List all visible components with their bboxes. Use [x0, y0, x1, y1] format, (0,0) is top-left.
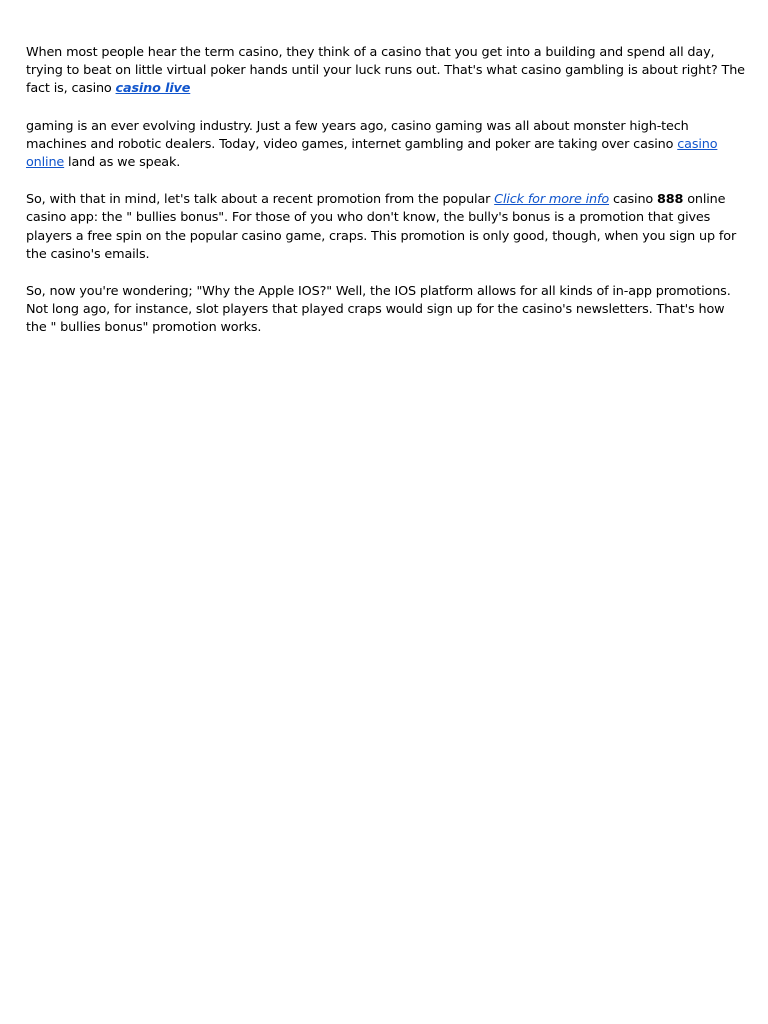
casino-live-link[interactable]: casino live [115, 81, 191, 97]
paragraph-3 [26, 191, 746, 264]
paragraph-2 [26, 118, 746, 173]
click-for-more-info-link[interactable]: Click for more info [494, 192, 610, 208]
paragraph-3-text-end: online casino app: the " bullies bonus". For those of you who don't know, the bully's bonus is a promotion that gives players a free spin on the popular casino game, craps. This promotion is only good, though, when you sign up for the casino's emails. [26, 192, 737, 262]
paragraph-3-text: So, with that in mind, let's talk about a recent promotion from the popular [26, 192, 495, 208]
paragraph-3-bold-888: 888 [657, 192, 684, 208]
document-page [26, 44, 746, 357]
paragraph-1 [26, 44, 746, 99]
paragraph-4 [26, 283, 746, 338]
paragraph-3-text-mid: casino [609, 192, 658, 208]
paragraph-1-text: When most people hear the term casino, they think of a casino that you get into a building and spend all day, trying to beat on little virtual poker hands until your luck runs out. That's what casino gambling is about right? The fact is, casino [26, 45, 745, 97]
paragraph-4-text: So, now you're wondering; "Why the Apple IOS?" Well, the IOS platform allows for all kinds of in-app promotions. Not long ago, for instance, slot players that played craps would sign up for the casino's newsletters. That's how the " bullies bonus" promotion works. [26, 284, 731, 336]
paragraph-2-text: gaming is an ever evolving industry. Just a few years ago, casino gaming was all about monster high-tech machines and robotic dealers. Today, video games, internet gambling and poker are taking over casino [26, 118, 689, 152]
paragraph-2-text-end: land as we speak. [64, 155, 181, 171]
casino-online-link[interactable]: casino online [26, 136, 718, 171]
